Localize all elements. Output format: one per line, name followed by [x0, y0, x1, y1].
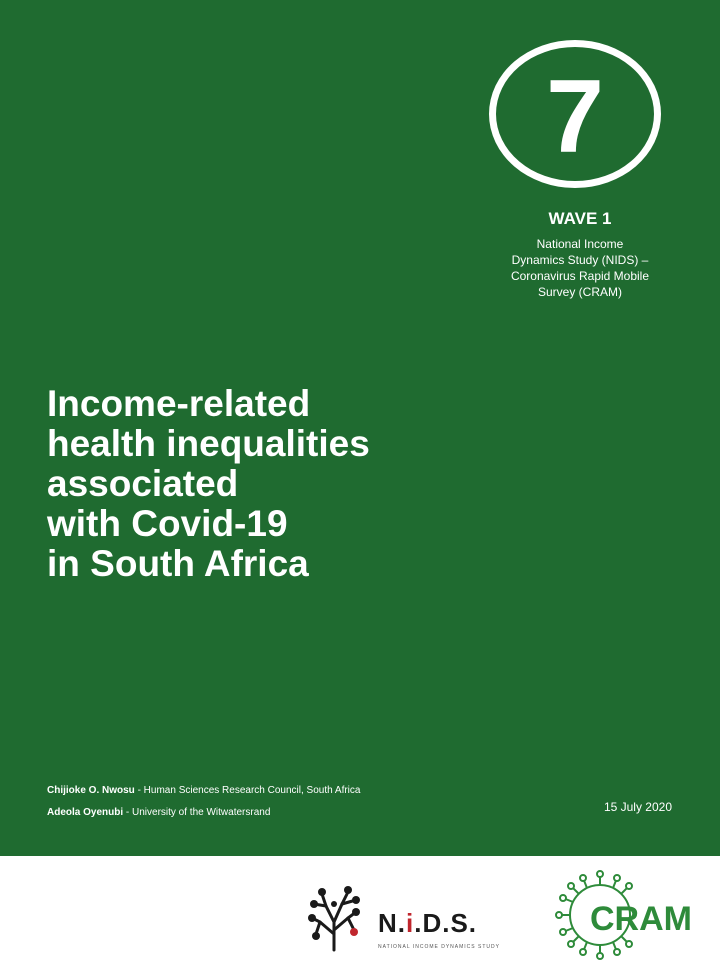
nids-letter-i: i	[406, 908, 415, 938]
nids-logo-wordmark	[378, 908, 477, 938]
title-line: Income-related	[47, 383, 311, 424]
author-entry	[47, 802, 360, 824]
survey-line: Coronavirus Rapid Mobile	[510, 269, 650, 283]
publication-date: 15 July 2020	[603, 800, 672, 814]
nids-letters: .D.S.	[414, 908, 478, 938]
report-title	[47, 384, 467, 584]
author-name: Adeola Oyenubi	[47, 807, 124, 818]
nids-tagline: NATIONAL INCOME DYNAMICS STUDY	[378, 944, 500, 950]
nids-letters: N.	[378, 908, 406, 938]
author-name: Chijioke O. Nwosu	[47, 785, 135, 796]
title-line: associated	[47, 463, 239, 504]
survey-line: National Income	[536, 237, 624, 251]
title-line: with Covid-19	[47, 503, 288, 544]
survey-description	[480, 236, 680, 300]
wave-label: WAVE 1	[548, 209, 612, 228]
survey-line: Survey (CRAM)	[537, 285, 622, 299]
survey-line: Dynamics Study (NIDS) –	[511, 253, 649, 267]
cram-logo-wordmark: CRAM	[590, 900, 692, 938]
title-line: in South Africa	[47, 543, 309, 584]
wave-number: 7	[546, 59, 604, 175]
nids-tree-logo-icon	[304, 882, 368, 952]
author-entry	[47, 780, 360, 802]
title-line: health inequalities	[47, 423, 370, 464]
author-affiliation: - Human Sciences Research Council, South Africa	[134, 785, 361, 796]
wave-number-badge	[489, 40, 661, 188]
author-affiliation: - University of the Witwatersrand	[123, 807, 271, 818]
author-list	[47, 780, 360, 824]
